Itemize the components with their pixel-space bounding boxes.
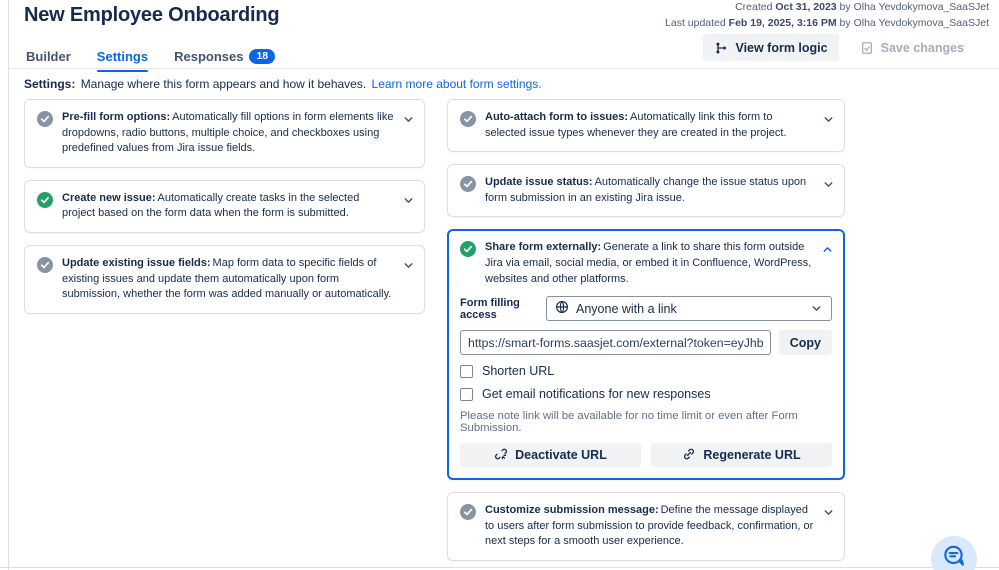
deactivate-url-button[interactable]: Deactivate URL <box>460 443 641 467</box>
settings-intro-label: Settings: <box>24 77 76 91</box>
cards-column-right <box>447 99 845 561</box>
check-circle-icon <box>460 176 476 192</box>
chevron-down-icon[interactable] <box>822 506 835 524</box>
card-title: Share form externally: <box>485 241 602 254</box>
card-title: Update issue status: <box>485 176 593 189</box>
settings-cards-grid <box>24 99 845 561</box>
chevron-down-icon[interactable] <box>402 194 415 212</box>
external-url-input[interactable] <box>460 330 771 355</box>
chevron-down-icon[interactable] <box>822 178 835 196</box>
tab-builder[interactable]: Builder <box>26 49 71 64</box>
support-chat-button[interactable] <box>931 536 977 570</box>
card-desc: Automatically link this form to selected issue types whenever they are created in the project. <box>485 111 787 139</box>
responses-count-badge: 18 <box>249 49 275 64</box>
email-notifications-label: Get email notifications for new responses <box>482 387 711 402</box>
setting-card-share-form-externally <box>447 229 845 480</box>
chevron-up-icon[interactable] <box>821 243 834 261</box>
regenerate-url-button[interactable]: Regenerate URL <box>651 443 832 467</box>
setting-card-update-issue-status[interactable] <box>447 164 845 217</box>
card-desc: Automatically create tasks in the selected project based on the form data when the form is submitted. <box>62 191 360 220</box>
shorten-url-checkbox[interactable] <box>460 365 473 378</box>
share-externally-header[interactable] <box>460 240 832 287</box>
globe-icon <box>555 300 569 317</box>
card-desc: Map form data to specific fields of existing issues and update them automatically upon form submission, whether the form was added manually or automatically. <box>62 257 392 301</box>
chat-bubble-icon <box>941 545 967 570</box>
card-desc: Define the message displayed to users after form submission to provide feedback, confirmation, or next steps for a smooth user experience. <box>485 504 814 548</box>
card-title: Customize submission message: <box>485 504 659 517</box>
email-notifications-checkbox[interactable] <box>460 388 473 401</box>
learn-more-link[interactable]: Learn more about form settings. <box>371 77 542 91</box>
chevron-down-icon <box>810 302 823 315</box>
tabs-divider <box>9 68 999 69</box>
form-filling-access-row <box>460 296 832 321</box>
tab-responses[interactable]: Responses 18 <box>174 49 275 72</box>
url-actions-row <box>460 443 832 467</box>
setting-card-customize-submission-message[interactable] <box>447 492 845 561</box>
chevron-down-icon[interactable] <box>402 113 415 131</box>
panel-left-border <box>8 0 9 570</box>
created-line: Created Oct 31, 2023 by Olha Yevdokymova_SaaSJet <box>735 1 989 13</box>
card-title: Pre-fill form options: <box>62 111 171 123</box>
copy-url-button[interactable]: Copy <box>779 330 832 355</box>
check-circle-icon <box>460 111 476 127</box>
page-title: New Employee Onboarding <box>24 4 280 26</box>
save-icon <box>860 41 874 55</box>
settings-intro <box>24 77 542 91</box>
view-form-logic-button[interactable]: View form logic <box>703 34 838 61</box>
setting-card-update-existing-issue-fields[interactable] <box>24 245 425 314</box>
chevron-down-icon[interactable] <box>402 259 415 277</box>
form-filling-access-label: Form filling access <box>460 296 520 321</box>
panel-bottom-border <box>0 567 999 568</box>
setting-card-auto-attach-form[interactable] <box>447 99 845 152</box>
form-filling-access-select[interactable] <box>546 296 832 321</box>
check-circle-icon <box>37 257 53 273</box>
card-desc: Generate a link to share this form outside Jira via email, social media, or embed it in Confluence, WordPress, websites and other platforms. <box>485 241 812 285</box>
header-toolbar <box>703 34 975 61</box>
card-title: Update existing issue fields: <box>62 257 211 270</box>
check-circle-icon <box>37 192 53 208</box>
form-filling-access-value: Anyone with a link <box>576 301 677 316</box>
setting-card-create-new-issue[interactable] <box>24 180 425 233</box>
tab-settings[interactable]: Settings <box>97 49 148 72</box>
form-logic-icon <box>714 41 728 55</box>
check-circle-icon <box>460 504 476 520</box>
save-changes-button[interactable]: Save changes <box>849 34 975 61</box>
broken-link-icon <box>494 447 508 464</box>
link-icon <box>682 447 696 464</box>
email-notifications-option[interactable] <box>460 387 832 401</box>
card-desc: Automatically fill options in form elements like dropdowns, radio buttons, multiple choice, and checkboxes using predefined values from Jira issue fields. <box>62 111 394 155</box>
card-title: Auto-attach form to issues: <box>485 111 629 123</box>
cards-column-left <box>24 99 425 314</box>
shorten-url-option[interactable] <box>460 364 832 378</box>
last-updated-line: Last updated Feb 19, 2025, 3:16 PM by Olha Yevdokymova_SaaSJet <box>665 16 989 29</box>
card-desc: Automatically change the issue status upon form submission in an existing Jira issue. <box>485 176 807 204</box>
setting-card-prefill-form-options[interactable] <box>24 99 425 168</box>
chevron-down-icon[interactable] <box>822 113 835 131</box>
card-title: Create new issue: <box>62 191 156 204</box>
external-url-row <box>460 330 832 355</box>
check-circle-icon <box>37 111 53 127</box>
link-availability-note: Please note link will be available for no time limit or even after Form Submission. <box>460 410 798 435</box>
settings-intro-text: Manage where this form appears and how it behaves. <box>80 77 367 91</box>
check-circle-icon <box>460 241 476 257</box>
shorten-url-label: Shorten URL <box>482 364 555 379</box>
form-meta <box>665 0 989 32</box>
